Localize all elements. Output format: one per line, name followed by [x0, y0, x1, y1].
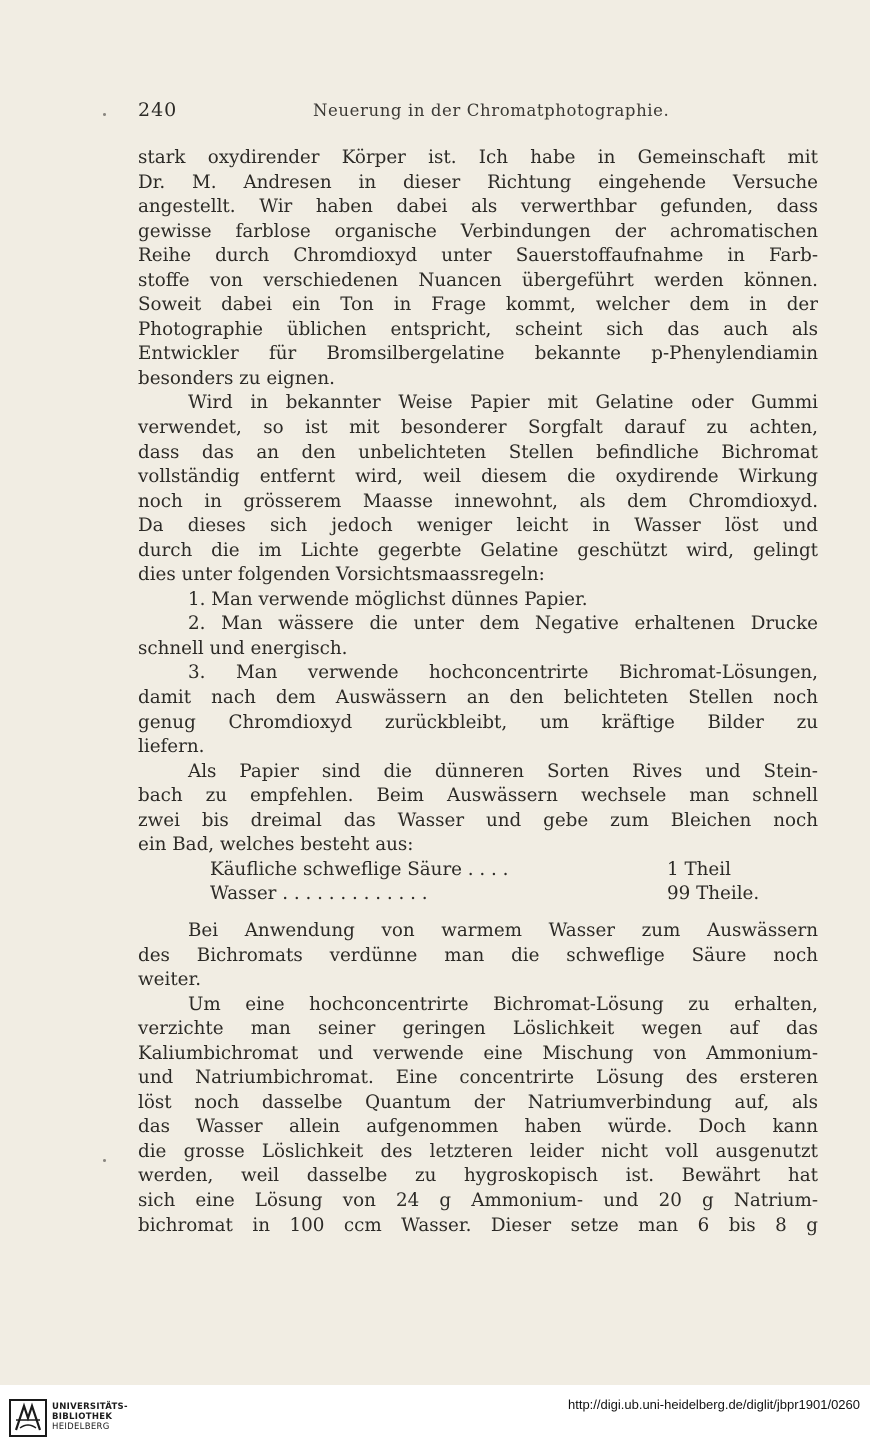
text-line: Entwickler für Bromsilbergelatine bekannte p-Phenylendiamin: [138, 343, 818, 365]
text-line: weiter.: [138, 969, 202, 991]
recipe-label: Wasser . . . . . . . . . . . . .: [210, 883, 428, 905]
recipe-row: [138, 882, 818, 907]
page-number: 240: [138, 99, 178, 121]
library-line: HEIDELBERG: [52, 1422, 110, 1432]
recipe-amount: 99 Theile.: [667, 883, 760, 905]
text-line: angestellt. Wir haben dabei als verwerthbar gefunden, dass: [138, 196, 818, 218]
text-line: Soweit dabei ein Ton in Frage kommt, welcher dem in der: [138, 294, 818, 316]
text-line: verwendet, so ist mit besonderer Sorgfalt darauf zu achten,: [138, 417, 818, 439]
text-line: des Bichromats verdünne man die schweflige Säure noch: [138, 944, 818, 966]
list-item: 3. Man verwende hochconcentrirte Bichromat-Lösungen,: [188, 662, 818, 684]
page-header: [138, 99, 818, 129]
text-line: damit nach dem Auswässern an den belichteten Stellen noch: [138, 687, 818, 709]
text-line: gewisse farblose organische Verbindungen der achromatischen: [138, 220, 818, 242]
list-item: 1. Man verwende möglichst dünnes Papier.: [188, 588, 588, 610]
text-line: Kaliumbichromat und verwende eine Mischung von Ammonium-: [138, 1042, 818, 1064]
library-logo-icon: [8, 1398, 48, 1438]
text-line: Photographie üblichen entspricht, scheint sich das auch als: [138, 318, 818, 340]
text-line: verzichte man seiner geringen Löslichkeit wegen auf das: [138, 1018, 818, 1040]
text-line: Wird in bekannter Weise Papier mit Gelatine oder Gummi: [188, 392, 818, 414]
text-line: löst noch dasselbe Quantum der Natriumverbindung auf, als: [138, 1091, 818, 1113]
text-line: genug Chromdioxyd zurückbleibt, um kräftige Bilder zu: [138, 711, 818, 733]
margin-speck: [103, 113, 106, 116]
running-title: Neuerung in der Chromatphotographie.: [313, 101, 670, 120]
text-line: Bei Anwendung von warmem Wasser zum Auswässern: [188, 919, 818, 941]
text-line: das Wasser allein aufgenommen haben würde. Doch kann: [138, 1116, 818, 1138]
margin-speck: [103, 1159, 106, 1162]
source-url-link[interactable]: http://digi.ub.uni-heidelberg.de/diglit/jbpr1901/0260: [568, 1397, 860, 1412]
text-line: ein Bad, welches besteht aus:: [138, 834, 414, 856]
text-line: stark oxydirender Körper ist. Ich habe in Gemeinschaft mit: [138, 147, 818, 168]
text-line: dies unter folgenden Vorsichtsmaassregeln:: [138, 564, 545, 586]
list-item: 2. Man wässere die unter dem Negative erhaltenen Drucke: [188, 613, 818, 635]
text-line: und Natriumbichromat. Eine concentrirte Lösung des ersteren: [138, 1067, 818, 1089]
text-line: bichromat in 100 ccm Wasser. Dieser setze man 6 bis 8 g: [138, 1214, 818, 1236]
body-text: [138, 146, 818, 1238]
footer-bar: [0, 1385, 870, 1450]
text-line: schnell und energisch.: [138, 637, 348, 659]
text-line: liefern.: [138, 736, 205, 758]
text-line: Als Papier sind die dünneren Sorten Rives und Stein-: [188, 760, 818, 782]
library-line: UNIVERSITÄTS-: [52, 1402, 128, 1412]
text-line: Um eine hochconcentrirte Bichromat-Lösung zu erhalten,: [188, 993, 818, 1015]
text-line: Reihe durch Chromdioxyd unter Sauerstoffaufnahme in Farb-: [138, 245, 818, 267]
recipe-row: [138, 858, 818, 883]
text-line: durch die im Lichte gegerbte Gelatine geschützt wird, gelingt: [138, 539, 818, 561]
text-line: Da dieses sich jedoch weniger leicht in Wasser löst und: [138, 515, 818, 537]
text-line: noch in grösserem Maasse innewohnt, als dem Chromdioxyd.: [138, 490, 818, 512]
recipe-label: Käufliche schweflige Säure . . . .: [210, 858, 509, 880]
text-line: bach zu empfehlen. Beim Auswässern wechsele man schnell: [138, 785, 818, 807]
text-line: sich eine Lösung von 24 g Ammonium- und 20 g Natrium-: [138, 1189, 818, 1211]
text-line: dass das an den unbelichteten Stellen befindliche Bichromat: [138, 441, 818, 463]
text-line: zwei bis dreimal das Wasser und gebe zum Bleichen noch: [138, 809, 818, 831]
text-line: werden, weil dasselbe zu hygroskopisch ist. Bewährt hat: [138, 1165, 818, 1187]
text-line: vollständig entfernt wird, weil diesem die oxydirende Wirkung: [138, 466, 818, 488]
text-line: Dr. M. Andresen in dieser Richtung eingehende Versuche: [138, 171, 818, 193]
library-name: [52, 1402, 128, 1432]
text-line: besonders zu eignen.: [138, 367, 335, 389]
library-line: BIBLIOTHEK: [52, 1412, 113, 1422]
text-line: stoffe von verschiedenen Nuancen übergeführt werden können.: [138, 269, 818, 291]
text-line: die grosse Löslichkeit des letzteren leider nicht voll ausgenutzt: [138, 1140, 818, 1162]
recipe-amount: 1 Theil: [667, 858, 731, 880]
